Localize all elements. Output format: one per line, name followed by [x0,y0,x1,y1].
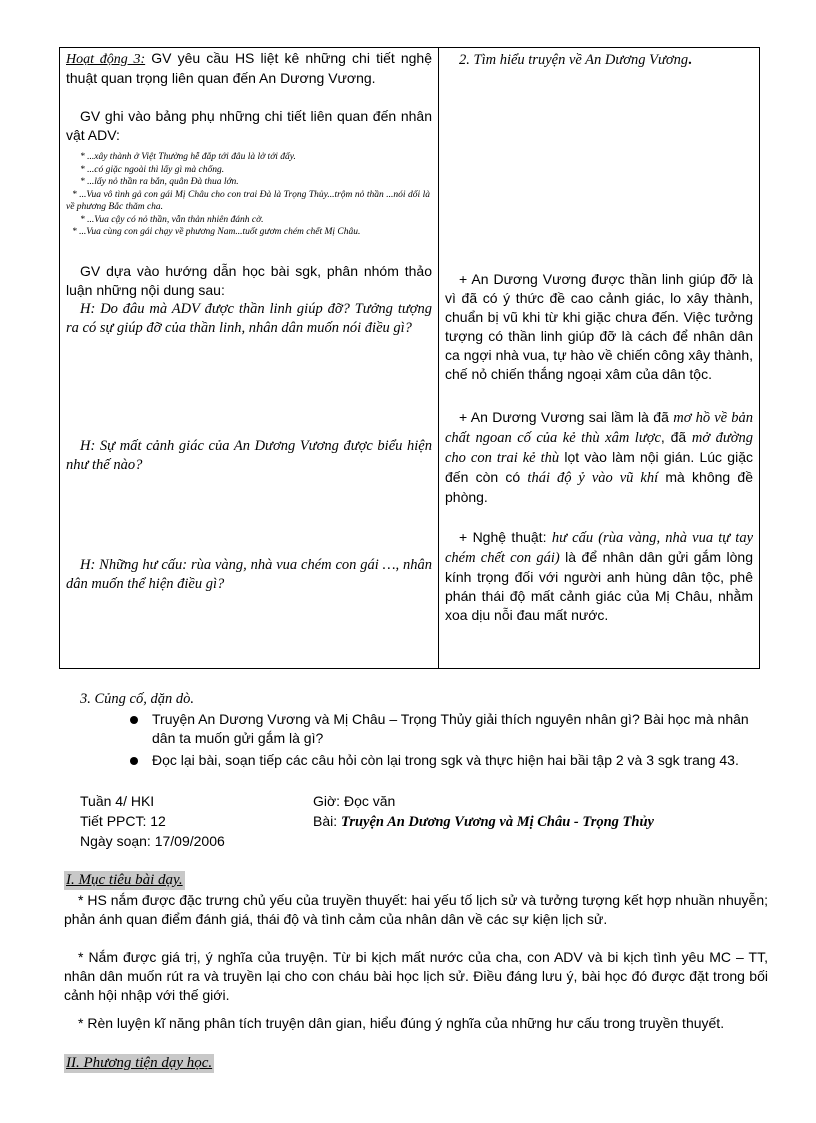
question-3: H: Những hư cấu: rùa vàng, nhà vua chém con gái …, nhân dân muốn thể hiện điều gì? [66,557,432,592]
teaching-aids-heading: II. Phương tiện dạy học. [66,1055,213,1071]
content-cell [439,48,760,669]
objective-paragraph: * Nắm được giá trị, ý nghĩa của truyện. Từ bi kịch mất nước của cha, con ADV và bi kịch tình yêu MC – TT, nhân dân muốn rút ra và truyền lại cho con cháu bài học lịch sử. Điều đáng lưu ý, bài học đó được đặt trong bối cảnh hội nhập với thế giới. [64,949,768,1003]
section-heading: 2. Tìm hiểu truyện về An Dương Vương. [459,52,692,68]
week-label: Tuần 4/ HKI [80,793,155,809]
bullet-icon [130,757,138,765]
question-1: H: Do đâu mà ADV được thần linh giúp đỡ? Tưởng tượng ra có sự giúp đỡ của thần linh, nhân dân muốn nói điều gì? [66,301,432,336]
prep-date: Ngày soạn: 17/09/2006 [80,833,225,849]
lesson-table [59,47,760,669]
group-intro: GV dựa vào hướng dẫn học bài sgk, phân nhóm thảo luận những nội dung sau: [66,263,432,298]
answer-1: + An Dương Vương được thần linh giúp đỡ là vì đã có ý thức đề cao cảnh giác, lo xây thành, chuẩn bị vũ khi từ khi giặc chưa đến. Việc tưởng tượng có thần linh giúp đỡ là cách để nhân dân ca ngợi nhà vua, tự hào về chiến công xây thành, chế nỏ chiến thắng ngoại xâm của dân tộc. [445,271,753,382]
answer-3: + Nghệ thuật: hư cấu (rùa vàng, nhà vua tự tay chém chết con gái) là để nhân dân gửi gắm lòng kính trọng đối với người anh hùng dân tộc, phê phán thái độ mất cảnh giác của Mị Châu, nhằm xoa dịu nỗi đau mất nước. [445,529,754,623]
teacher-activity-cell [60,48,439,669]
details-list [66,151,430,239]
objective-paragraph: * Rèn luyện kĩ năng phân tích truyện dân gian, hiểu đúng ý nghĩa của những hư cấu trong truyền thuyết. [78,1015,725,1031]
detail-item: * ...Vua vô tình gả con gái Mị Châu cho con trai Đà là Trọng Thủy...trộm nỏ thần ...nói dối là về phương Bắc thăm cha. [66,189,430,212]
detail-item: * ...có giặc ngoài thì lấy gì mà chống. [80,164,225,175]
activity-text: GV yêu cầu HS liệt kê những chi tiết nghệ thuật quan trọng liên quan đến An Dương Vương. [66,50,432,86]
detail-item: * ...lấy nỏ thần ra bắn, quân Đà thua lớn. [80,177,239,187]
bullet-icon [130,716,138,724]
consolidation-heading: 3. Củng cố, dặn dò. [80,691,194,707]
consolidation-bullet: Đọc lại bài, soạn tiếp các câu hỏi còn lại trong sgk và thực hiện hai bầi tập 2 và 3 sgk trang 43. [152,752,739,768]
answer-2: + An Dương Vương sai lầm là đã mơ hồ về bản chất ngoan cố của kẻ thù xâm lược, đã mở đường cho con trai kẻ thù lọt vào làm nội gián. Lúc giặc đến còn có thái độ ỷ vào vũ khí mà không đề phòng. [445,409,753,505]
board-intro: GV ghi vào bảng phụ những chi tiết liên quan đến nhân vật ADV: [66,108,432,143]
detail-item: * ...Vua cùng con gái chạy về phương Nam...tuốt gươm chém chết Mị Châu. [72,227,361,237]
detail-item: * ...Vua cậy có nỏ thần, vẫn thản nhiên đánh cờ. [80,214,264,225]
detail-item: * ...xây thành ở Việt Thường hễ đắp tới đâu là lở tới đấy. [80,152,296,162]
activity-paragraph [66,49,432,88]
period-label: Tiết PPCT: 12 [80,813,166,829]
objective-paragraph: * HS nắm được đặc trưng chủ yếu của truyền thuyết: hai yếu tố lịch sử và tưởng tượng kết hợp nhuần nhuyễn; phản ánh quan điểm đánh giá, thái độ và tình cảm của nhân dân về các sự kiện lịch sử. [64,892,768,927]
objectives-heading: I. Mục tiêu bài dạy. [66,872,183,888]
question-2: H: Sự mất cảnh giác của An Dương Vương được biểu hiện như thế nào? [66,438,432,473]
subject-label: Giờ: Đọc văn [313,793,396,809]
consolidation-bullet: Truyện An Dương Vương và Mị Châu – Trọng Thủy giải thích nguyên nhân gì? Bài học mà nhân dân ta muốn gửi gắm là gì? [152,711,749,746]
activity-label: Hoạt động 3: [66,52,146,67]
lesson-title: Bài: Truyện An Dương Vương và Mị Châu - Trọng Thủy [313,813,654,830]
